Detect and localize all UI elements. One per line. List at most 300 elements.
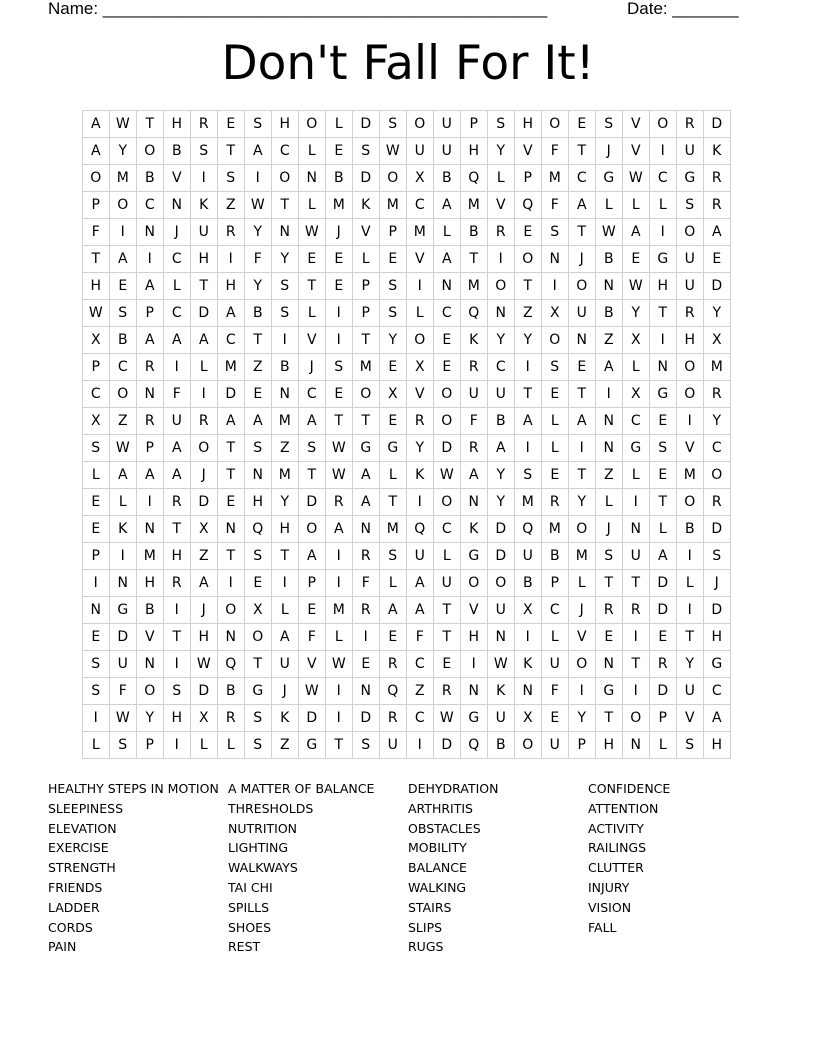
grid-cell[interactable]: S <box>380 111 407 138</box>
grid-cell[interactable]: B <box>110 327 137 354</box>
grid-cell[interactable]: H <box>137 570 164 597</box>
grid-cell[interactable]: I <box>83 705 110 732</box>
grid-cell[interactable]: A <box>191 570 218 597</box>
grid-cell[interactable]: T <box>218 543 245 570</box>
grid-cell[interactable]: E <box>380 408 407 435</box>
grid-cell[interactable]: V <box>137 624 164 651</box>
grid-cell[interactable]: M <box>677 462 704 489</box>
grid-cell[interactable]: W <box>110 705 137 732</box>
grid-cell[interactable]: T <box>353 327 380 354</box>
grid-cell[interactable]: C <box>164 246 191 273</box>
grid-cell[interactable]: N <box>488 300 515 327</box>
grid-cell[interactable]: E <box>542 462 569 489</box>
grid-cell[interactable]: A <box>299 408 326 435</box>
grid-cell[interactable]: N <box>164 192 191 219</box>
grid-cell[interactable]: R <box>434 678 461 705</box>
grid-cell[interactable]: K <box>353 192 380 219</box>
grid-cell[interactable]: I <box>515 435 542 462</box>
grid-cell[interactable]: A <box>353 462 380 489</box>
grid-cell[interactable]: D <box>353 111 380 138</box>
grid-cell[interactable]: C <box>407 192 434 219</box>
grid-cell[interactable]: A <box>245 138 272 165</box>
grid-cell[interactable]: A <box>515 408 542 435</box>
grid-cell[interactable]: A <box>488 435 515 462</box>
grid-cell[interactable]: D <box>704 111 731 138</box>
grid-cell[interactable]: Y <box>623 300 650 327</box>
grid-cell[interactable]: O <box>299 516 326 543</box>
grid-cell[interactable]: I <box>326 705 353 732</box>
grid-cell[interactable]: X <box>623 327 650 354</box>
grid-cell[interactable]: C <box>623 408 650 435</box>
grid-cell[interactable]: N <box>272 381 299 408</box>
grid-cell[interactable]: F <box>542 138 569 165</box>
grid-cell[interactable]: B <box>218 678 245 705</box>
grid-cell[interactable]: C <box>110 354 137 381</box>
grid-cell[interactable]: R <box>704 192 731 219</box>
grid-cell[interactable]: T <box>299 273 326 300</box>
grid-cell[interactable]: J <box>191 597 218 624</box>
grid-cell[interactable]: R <box>191 408 218 435</box>
grid-cell[interactable]: I <box>164 732 191 759</box>
grid-cell[interactable]: R <box>380 651 407 678</box>
grid-cell[interactable]: J <box>596 516 623 543</box>
grid-cell[interactable]: H <box>272 111 299 138</box>
grid-cell[interactable]: M <box>326 597 353 624</box>
grid-cell[interactable]: C <box>218 327 245 354</box>
grid-cell[interactable]: R <box>704 381 731 408</box>
grid-cell[interactable]: H <box>461 138 488 165</box>
grid-cell[interactable]: K <box>407 462 434 489</box>
grid-cell[interactable]: Y <box>704 300 731 327</box>
grid-cell[interactable]: S <box>650 435 677 462</box>
grid-cell[interactable]: L <box>326 624 353 651</box>
grid-cell[interactable]: C <box>434 300 461 327</box>
grid-cell[interactable]: L <box>191 732 218 759</box>
grid-cell[interactable]: A <box>569 192 596 219</box>
grid-cell[interactable]: I <box>218 570 245 597</box>
grid-cell[interactable]: R <box>542 489 569 516</box>
grid-cell[interactable]: O <box>110 192 137 219</box>
grid-cell[interactable]: A <box>83 138 110 165</box>
grid-cell[interactable]: W <box>488 651 515 678</box>
grid-cell[interactable]: V <box>461 597 488 624</box>
grid-cell[interactable]: B <box>542 543 569 570</box>
grid-cell[interactable]: B <box>164 138 191 165</box>
grid-cell[interactable]: B <box>137 597 164 624</box>
grid-cell[interactable]: H <box>650 273 677 300</box>
grid-cell[interactable]: O <box>461 570 488 597</box>
grid-cell[interactable]: A <box>623 219 650 246</box>
grid-cell[interactable]: A <box>407 570 434 597</box>
grid-cell[interactable]: Z <box>245 354 272 381</box>
grid-cell[interactable]: O <box>380 165 407 192</box>
grid-cell[interactable]: R <box>164 570 191 597</box>
grid-cell[interactable]: W <box>299 678 326 705</box>
grid-cell[interactable]: R <box>704 489 731 516</box>
grid-cell[interactable]: O <box>407 327 434 354</box>
grid-cell[interactable]: D <box>488 543 515 570</box>
grid-cell[interactable]: G <box>677 165 704 192</box>
grid-cell[interactable]: A <box>650 543 677 570</box>
grid-cell[interactable]: U <box>191 219 218 246</box>
grid-cell[interactable]: O <box>434 408 461 435</box>
grid-cell[interactable]: X <box>407 165 434 192</box>
grid-cell[interactable]: E <box>542 705 569 732</box>
grid-cell[interactable]: A <box>245 408 272 435</box>
grid-cell[interactable]: C <box>272 138 299 165</box>
grid-cell[interactable]: L <box>542 435 569 462</box>
grid-cell[interactable]: E <box>434 327 461 354</box>
grid-cell[interactable]: U <box>434 138 461 165</box>
grid-cell[interactable]: P <box>353 300 380 327</box>
grid-cell[interactable]: H <box>218 273 245 300</box>
grid-cell[interactable]: L <box>650 516 677 543</box>
grid-cell[interactable]: S <box>542 354 569 381</box>
grid-cell[interactable]: R <box>407 408 434 435</box>
grid-cell[interactable]: P <box>542 570 569 597</box>
grid-cell[interactable]: J <box>191 462 218 489</box>
grid-cell[interactable]: E <box>326 138 353 165</box>
grid-cell[interactable]: B <box>515 570 542 597</box>
grid-cell[interactable]: P <box>137 732 164 759</box>
grid-cell[interactable]: B <box>596 300 623 327</box>
grid-cell[interactable]: T <box>272 192 299 219</box>
grid-cell[interactable]: E <box>596 624 623 651</box>
grid-cell[interactable]: S <box>245 111 272 138</box>
grid-cell[interactable]: M <box>110 165 137 192</box>
grid-cell[interactable]: T <box>245 327 272 354</box>
grid-cell[interactable]: O <box>515 732 542 759</box>
grid-cell[interactable]: H <box>272 516 299 543</box>
grid-cell[interactable]: O <box>137 138 164 165</box>
grid-cell[interactable]: R <box>353 597 380 624</box>
grid-cell[interactable]: F <box>542 678 569 705</box>
grid-cell[interactable]: I <box>164 651 191 678</box>
grid-cell[interactable]: W <box>596 219 623 246</box>
grid-cell[interactable]: H <box>191 624 218 651</box>
grid-cell[interactable]: J <box>569 246 596 273</box>
grid-cell[interactable]: D <box>704 597 731 624</box>
grid-cell[interactable]: X <box>542 300 569 327</box>
grid-cell[interactable]: E <box>542 381 569 408</box>
grid-cell[interactable]: I <box>407 273 434 300</box>
grid-cell[interactable]: T <box>353 408 380 435</box>
grid-cell[interactable]: O <box>677 489 704 516</box>
grid-cell[interactable]: N <box>353 678 380 705</box>
grid-cell[interactable]: E <box>623 246 650 273</box>
grid-cell[interactable]: Y <box>245 273 272 300</box>
grid-cell[interactable]: V <box>515 138 542 165</box>
grid-cell[interactable]: O <box>623 705 650 732</box>
grid-cell[interactable]: A <box>272 624 299 651</box>
grid-cell[interactable]: C <box>164 300 191 327</box>
grid-cell[interactable]: N <box>353 516 380 543</box>
grid-cell[interactable]: P <box>137 435 164 462</box>
grid-cell[interactable]: L <box>650 732 677 759</box>
grid-cell[interactable]: A <box>704 705 731 732</box>
grid-cell[interactable]: E <box>245 570 272 597</box>
grid-cell[interactable]: U <box>569 300 596 327</box>
grid-cell[interactable]: I <box>191 381 218 408</box>
grid-cell[interactable]: D <box>299 489 326 516</box>
grid-cell[interactable]: O <box>677 219 704 246</box>
grid-cell[interactable]: D <box>191 489 218 516</box>
grid-cell[interactable]: I <box>218 246 245 273</box>
grid-cell[interactable]: P <box>83 192 110 219</box>
grid-cell[interactable]: G <box>353 435 380 462</box>
grid-cell[interactable]: J <box>272 678 299 705</box>
grid-cell[interactable]: L <box>299 300 326 327</box>
grid-cell[interactable]: O <box>488 273 515 300</box>
grid-cell[interactable]: U <box>272 651 299 678</box>
grid-cell[interactable]: F <box>110 678 137 705</box>
grid-cell[interactable]: Y <box>677 651 704 678</box>
grid-cell[interactable]: B <box>488 408 515 435</box>
grid-cell[interactable]: L <box>83 732 110 759</box>
grid-cell[interactable]: S <box>245 543 272 570</box>
grid-cell[interactable]: U <box>488 597 515 624</box>
grid-cell[interactable]: C <box>299 381 326 408</box>
grid-cell[interactable]: I <box>191 165 218 192</box>
grid-cell[interactable]: E <box>380 624 407 651</box>
grid-cell[interactable]: N <box>623 516 650 543</box>
grid-cell[interactable]: S <box>704 543 731 570</box>
grid-cell[interactable]: N <box>596 408 623 435</box>
grid-cell[interactable]: Y <box>380 327 407 354</box>
grid-cell[interactable]: T <box>515 381 542 408</box>
grid-cell[interactable]: L <box>380 462 407 489</box>
grid-cell[interactable]: I <box>650 138 677 165</box>
grid-cell[interactable]: X <box>83 327 110 354</box>
grid-cell[interactable]: O <box>515 246 542 273</box>
grid-cell[interactable]: X <box>380 381 407 408</box>
grid-cell[interactable]: N <box>137 516 164 543</box>
grid-cell[interactable]: W <box>623 165 650 192</box>
grid-cell[interactable]: F <box>245 246 272 273</box>
grid-cell[interactable]: G <box>596 678 623 705</box>
grid-cell[interactable]: Y <box>488 489 515 516</box>
date-field-label[interactable]: Date: _______ <box>627 0 739 18</box>
grid-cell[interactable]: T <box>569 219 596 246</box>
grid-cell[interactable]: E <box>353 651 380 678</box>
grid-cell[interactable]: O <box>434 489 461 516</box>
grid-cell[interactable]: N <box>515 678 542 705</box>
grid-cell[interactable]: E <box>83 624 110 651</box>
grid-cell[interactable]: Y <box>272 489 299 516</box>
grid-cell[interactable]: O <box>704 462 731 489</box>
grid-cell[interactable]: N <box>542 246 569 273</box>
grid-cell[interactable]: O <box>218 597 245 624</box>
grid-cell[interactable]: I <box>326 543 353 570</box>
grid-cell[interactable]: S <box>272 273 299 300</box>
grid-cell[interactable]: H <box>704 732 731 759</box>
grid-cell[interactable]: U <box>434 111 461 138</box>
grid-cell[interactable]: O <box>488 570 515 597</box>
grid-cell[interactable]: K <box>704 138 731 165</box>
grid-cell[interactable]: R <box>218 219 245 246</box>
grid-cell[interactable]: U <box>677 678 704 705</box>
grid-cell[interactable]: T <box>272 543 299 570</box>
grid-cell[interactable]: L <box>272 597 299 624</box>
grid-cell[interactable]: T <box>569 462 596 489</box>
grid-cell[interactable]: B <box>677 516 704 543</box>
grid-cell[interactable]: U <box>407 543 434 570</box>
grid-cell[interactable]: L <box>110 489 137 516</box>
grid-cell[interactable]: E <box>326 381 353 408</box>
grid-cell[interactable]: F <box>542 192 569 219</box>
grid-cell[interactable]: M <box>218 354 245 381</box>
grid-cell[interactable]: R <box>461 435 488 462</box>
grid-cell[interactable]: Q <box>380 678 407 705</box>
grid-cell[interactable]: H <box>704 624 731 651</box>
grid-cell[interactable]: V <box>353 219 380 246</box>
grid-cell[interactable]: V <box>623 138 650 165</box>
grid-cell[interactable]: S <box>83 678 110 705</box>
grid-cell[interactable]: U <box>407 138 434 165</box>
grid-cell[interactable]: T <box>380 489 407 516</box>
grid-cell[interactable]: U <box>461 381 488 408</box>
grid-cell[interactable]: I <box>110 219 137 246</box>
grid-cell[interactable]: J <box>596 138 623 165</box>
grid-cell[interactable]: M <box>461 273 488 300</box>
grid-cell[interactable]: C <box>542 597 569 624</box>
grid-cell[interactable]: Y <box>515 327 542 354</box>
grid-cell[interactable]: N <box>650 354 677 381</box>
grid-cell[interactable]: B <box>488 732 515 759</box>
grid-cell[interactable]: M <box>380 192 407 219</box>
grid-cell[interactable]: A <box>299 543 326 570</box>
grid-cell[interactable]: Z <box>218 192 245 219</box>
grid-cell[interactable]: E <box>650 408 677 435</box>
grid-cell[interactable]: O <box>434 381 461 408</box>
grid-cell[interactable]: L <box>353 246 380 273</box>
grid-cell[interactable]: R <box>677 300 704 327</box>
grid-cell[interactable]: F <box>461 408 488 435</box>
grid-cell[interactable]: N <box>110 570 137 597</box>
grid-cell[interactable]: S <box>164 678 191 705</box>
grid-cell[interactable]: X <box>623 381 650 408</box>
grid-cell[interactable]: T <box>218 435 245 462</box>
grid-cell[interactable]: T <box>218 138 245 165</box>
grid-cell[interactable]: C <box>407 651 434 678</box>
grid-cell[interactable]: G <box>299 732 326 759</box>
grid-cell[interactable]: D <box>704 273 731 300</box>
grid-cell[interactable]: I <box>461 651 488 678</box>
grid-cell[interactable]: N <box>596 435 623 462</box>
grid-cell[interactable]: I <box>650 219 677 246</box>
grid-cell[interactable]: I <box>272 327 299 354</box>
grid-cell[interactable]: O <box>353 381 380 408</box>
grid-cell[interactable]: I <box>137 489 164 516</box>
grid-cell[interactable]: E <box>110 273 137 300</box>
grid-cell[interactable]: K <box>461 516 488 543</box>
grid-cell[interactable]: N <box>569 327 596 354</box>
grid-cell[interactable]: S <box>110 300 137 327</box>
grid-cell[interactable]: E <box>380 246 407 273</box>
grid-cell[interactable]: G <box>461 543 488 570</box>
grid-cell[interactable]: A <box>461 462 488 489</box>
grid-cell[interactable]: G <box>110 597 137 624</box>
grid-cell[interactable]: O <box>272 165 299 192</box>
grid-cell[interactable]: Y <box>704 408 731 435</box>
grid-cell[interactable]: A <box>164 327 191 354</box>
grid-cell[interactable]: S <box>596 111 623 138</box>
grid-cell[interactable]: A <box>164 462 191 489</box>
grid-cell[interactable]: Z <box>191 543 218 570</box>
grid-cell[interactable]: L <box>542 624 569 651</box>
grid-cell[interactable]: B <box>137 165 164 192</box>
grid-cell[interactable]: T <box>569 381 596 408</box>
grid-cell[interactable]: R <box>380 705 407 732</box>
grid-cell[interactable]: L <box>191 354 218 381</box>
grid-cell[interactable]: O <box>677 381 704 408</box>
grid-cell[interactable]: I <box>569 435 596 462</box>
grid-cell[interactable]: R <box>191 111 218 138</box>
grid-cell[interactable]: U <box>542 651 569 678</box>
grid-cell[interactable]: O <box>191 435 218 462</box>
grid-cell[interactable]: W <box>326 435 353 462</box>
grid-cell[interactable]: V <box>677 435 704 462</box>
grid-cell[interactable]: T <box>164 516 191 543</box>
grid-cell[interactable]: W <box>326 462 353 489</box>
grid-cell[interactable]: R <box>461 354 488 381</box>
grid-cell[interactable]: S <box>83 651 110 678</box>
grid-cell[interactable]: A <box>218 300 245 327</box>
grid-cell[interactable]: Y <box>272 246 299 273</box>
grid-cell[interactable]: H <box>245 489 272 516</box>
grid-cell[interactable]: Y <box>245 219 272 246</box>
grid-cell[interactable]: I <box>164 597 191 624</box>
grid-cell[interactable]: N <box>461 489 488 516</box>
grid-cell[interactable]: O <box>650 111 677 138</box>
grid-cell[interactable]: M <box>569 543 596 570</box>
grid-cell[interactable]: I <box>326 327 353 354</box>
grid-cell[interactable]: B <box>596 246 623 273</box>
grid-cell[interactable]: Z <box>272 732 299 759</box>
grid-cell[interactable]: L <box>542 408 569 435</box>
grid-cell[interactable]: N <box>623 732 650 759</box>
grid-cell[interactable]: X <box>704 327 731 354</box>
grid-cell[interactable]: Z <box>272 435 299 462</box>
grid-cell[interactable]: S <box>542 219 569 246</box>
grid-cell[interactable]: W <box>434 705 461 732</box>
grid-cell[interactable]: K <box>272 705 299 732</box>
grid-cell[interactable]: U <box>677 273 704 300</box>
grid-cell[interactable]: N <box>461 678 488 705</box>
grid-cell[interactable]: G <box>704 651 731 678</box>
grid-cell[interactable]: F <box>83 219 110 246</box>
grid-cell[interactable]: S <box>191 138 218 165</box>
grid-cell[interactable]: X <box>407 354 434 381</box>
grid-cell[interactable]: W <box>623 273 650 300</box>
grid-cell[interactable]: S <box>299 435 326 462</box>
grid-cell[interactable]: E <box>650 624 677 651</box>
grid-cell[interactable]: E <box>434 354 461 381</box>
grid-cell[interactable]: I <box>326 570 353 597</box>
grid-cell[interactable]: N <box>245 462 272 489</box>
grid-cell[interactable]: S <box>245 705 272 732</box>
grid-cell[interactable]: S <box>677 192 704 219</box>
grid-cell[interactable]: B <box>461 219 488 246</box>
grid-cell[interactable]: W <box>299 219 326 246</box>
grid-cell[interactable]: S <box>380 273 407 300</box>
grid-cell[interactable]: E <box>83 489 110 516</box>
grid-cell[interactable]: T <box>650 300 677 327</box>
grid-cell[interactable]: A <box>83 111 110 138</box>
grid-cell[interactable]: V <box>569 624 596 651</box>
grid-cell[interactable]: L <box>623 354 650 381</box>
grid-cell[interactable]: E <box>326 273 353 300</box>
